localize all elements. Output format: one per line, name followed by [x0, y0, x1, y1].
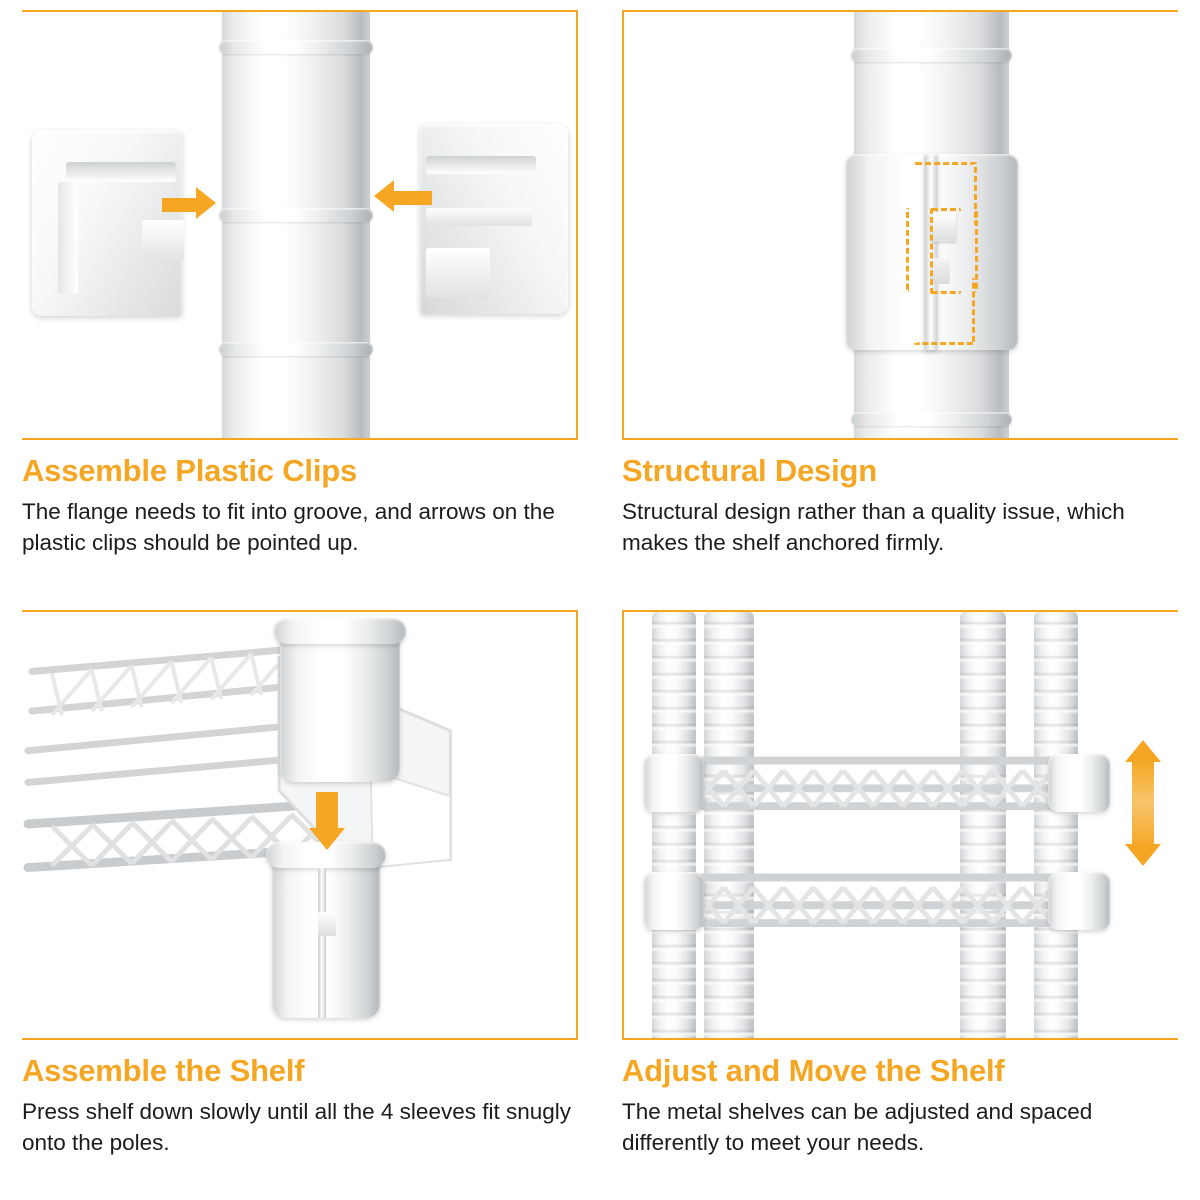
- panel-assemble-plastic-clips: [0, 0, 600, 600]
- panel-title: Structural Design: [622, 453, 877, 488]
- plastic-clip-right-groove: [426, 156, 536, 174]
- panel-title: Adjust and Move the Shelf: [622, 1053, 1005, 1088]
- plastic-clip-left-flange: [58, 182, 78, 294]
- panel-adjust-and-move-the-shelf: [600, 600, 1200, 1200]
- panel-title: Assemble the Shelf: [22, 1053, 305, 1088]
- illustration-adjust-and-move-the-shelf: [622, 610, 1178, 1040]
- plastic-clip-right-notch: [426, 248, 490, 298]
- plastic-clip-right-flange: [426, 208, 532, 226]
- panel-body: Structural design rather than a quality issue, which makes the shelf anchored firmly.: [622, 499, 1125, 556]
- panel-body: Press shelf down slowly until all the 4 sleeves fit snugly onto the poles.: [22, 1099, 572, 1156]
- arrow-up-icon: [1124, 740, 1164, 802]
- shelf-sleeve-upper-lip: [274, 618, 406, 644]
- caption-adjust-and-move-the-shelf: [622, 1054, 1178, 1158]
- pole-ring-bottom: [851, 412, 1012, 426]
- pole-ring-mid-lower: [219, 342, 373, 356]
- plastic-clip-left-groove: [66, 162, 176, 182]
- plastic-clip-left-notch: [142, 220, 184, 260]
- arrow-down-icon: [1124, 802, 1164, 874]
- chrome-pole: [222, 10, 370, 440]
- pole-ring-mid-upper: [219, 208, 373, 222]
- caption-assemble-plastic-clips: [22, 454, 578, 558]
- pole-ring-top: [851, 48, 1012, 62]
- illustration-assemble-plastic-clips: [22, 10, 578, 440]
- panel-assemble-the-shelf: [0, 600, 600, 1200]
- panel-body: The flange needs to fit into groove, and arrows on the plastic clips should be pointed up.: [22, 499, 555, 556]
- caption-structural-design: [622, 454, 1178, 558]
- caption-assemble-the-shelf: [22, 1054, 578, 1158]
- arrow-right-icon: [162, 187, 222, 221]
- shelf-sleeve-upper-left: [644, 754, 704, 812]
- shelf-sleeve-upper-right: [1048, 754, 1110, 812]
- illustration-structural-design: [622, 10, 1178, 440]
- arrow-left-icon: [374, 180, 434, 214]
- arrow-down-icon: [308, 792, 348, 858]
- highlight-dashed-outline-inner: [930, 208, 961, 294]
- shelf-sleeve-lower-left: [644, 872, 704, 930]
- pole-sleeve-lower-seam: [318, 868, 326, 1018]
- pole-sleeve-lower-tab: [318, 912, 336, 936]
- illustration-assemble-the-shelf: [22, 610, 578, 1040]
- panel-structural-design: [600, 0, 1200, 600]
- stacked-shelves-drawing: [624, 612, 1178, 1038]
- shelf-sleeve-lower-right: [1048, 872, 1110, 930]
- pole-ring-top: [219, 40, 373, 54]
- panel-body: The metal shelves can be adjusted and spaced differently to meet your needs.: [622, 1099, 1093, 1156]
- panel-title: Assemble Plastic Clips: [22, 453, 358, 488]
- shelf-sleeve-upper: [280, 622, 400, 782]
